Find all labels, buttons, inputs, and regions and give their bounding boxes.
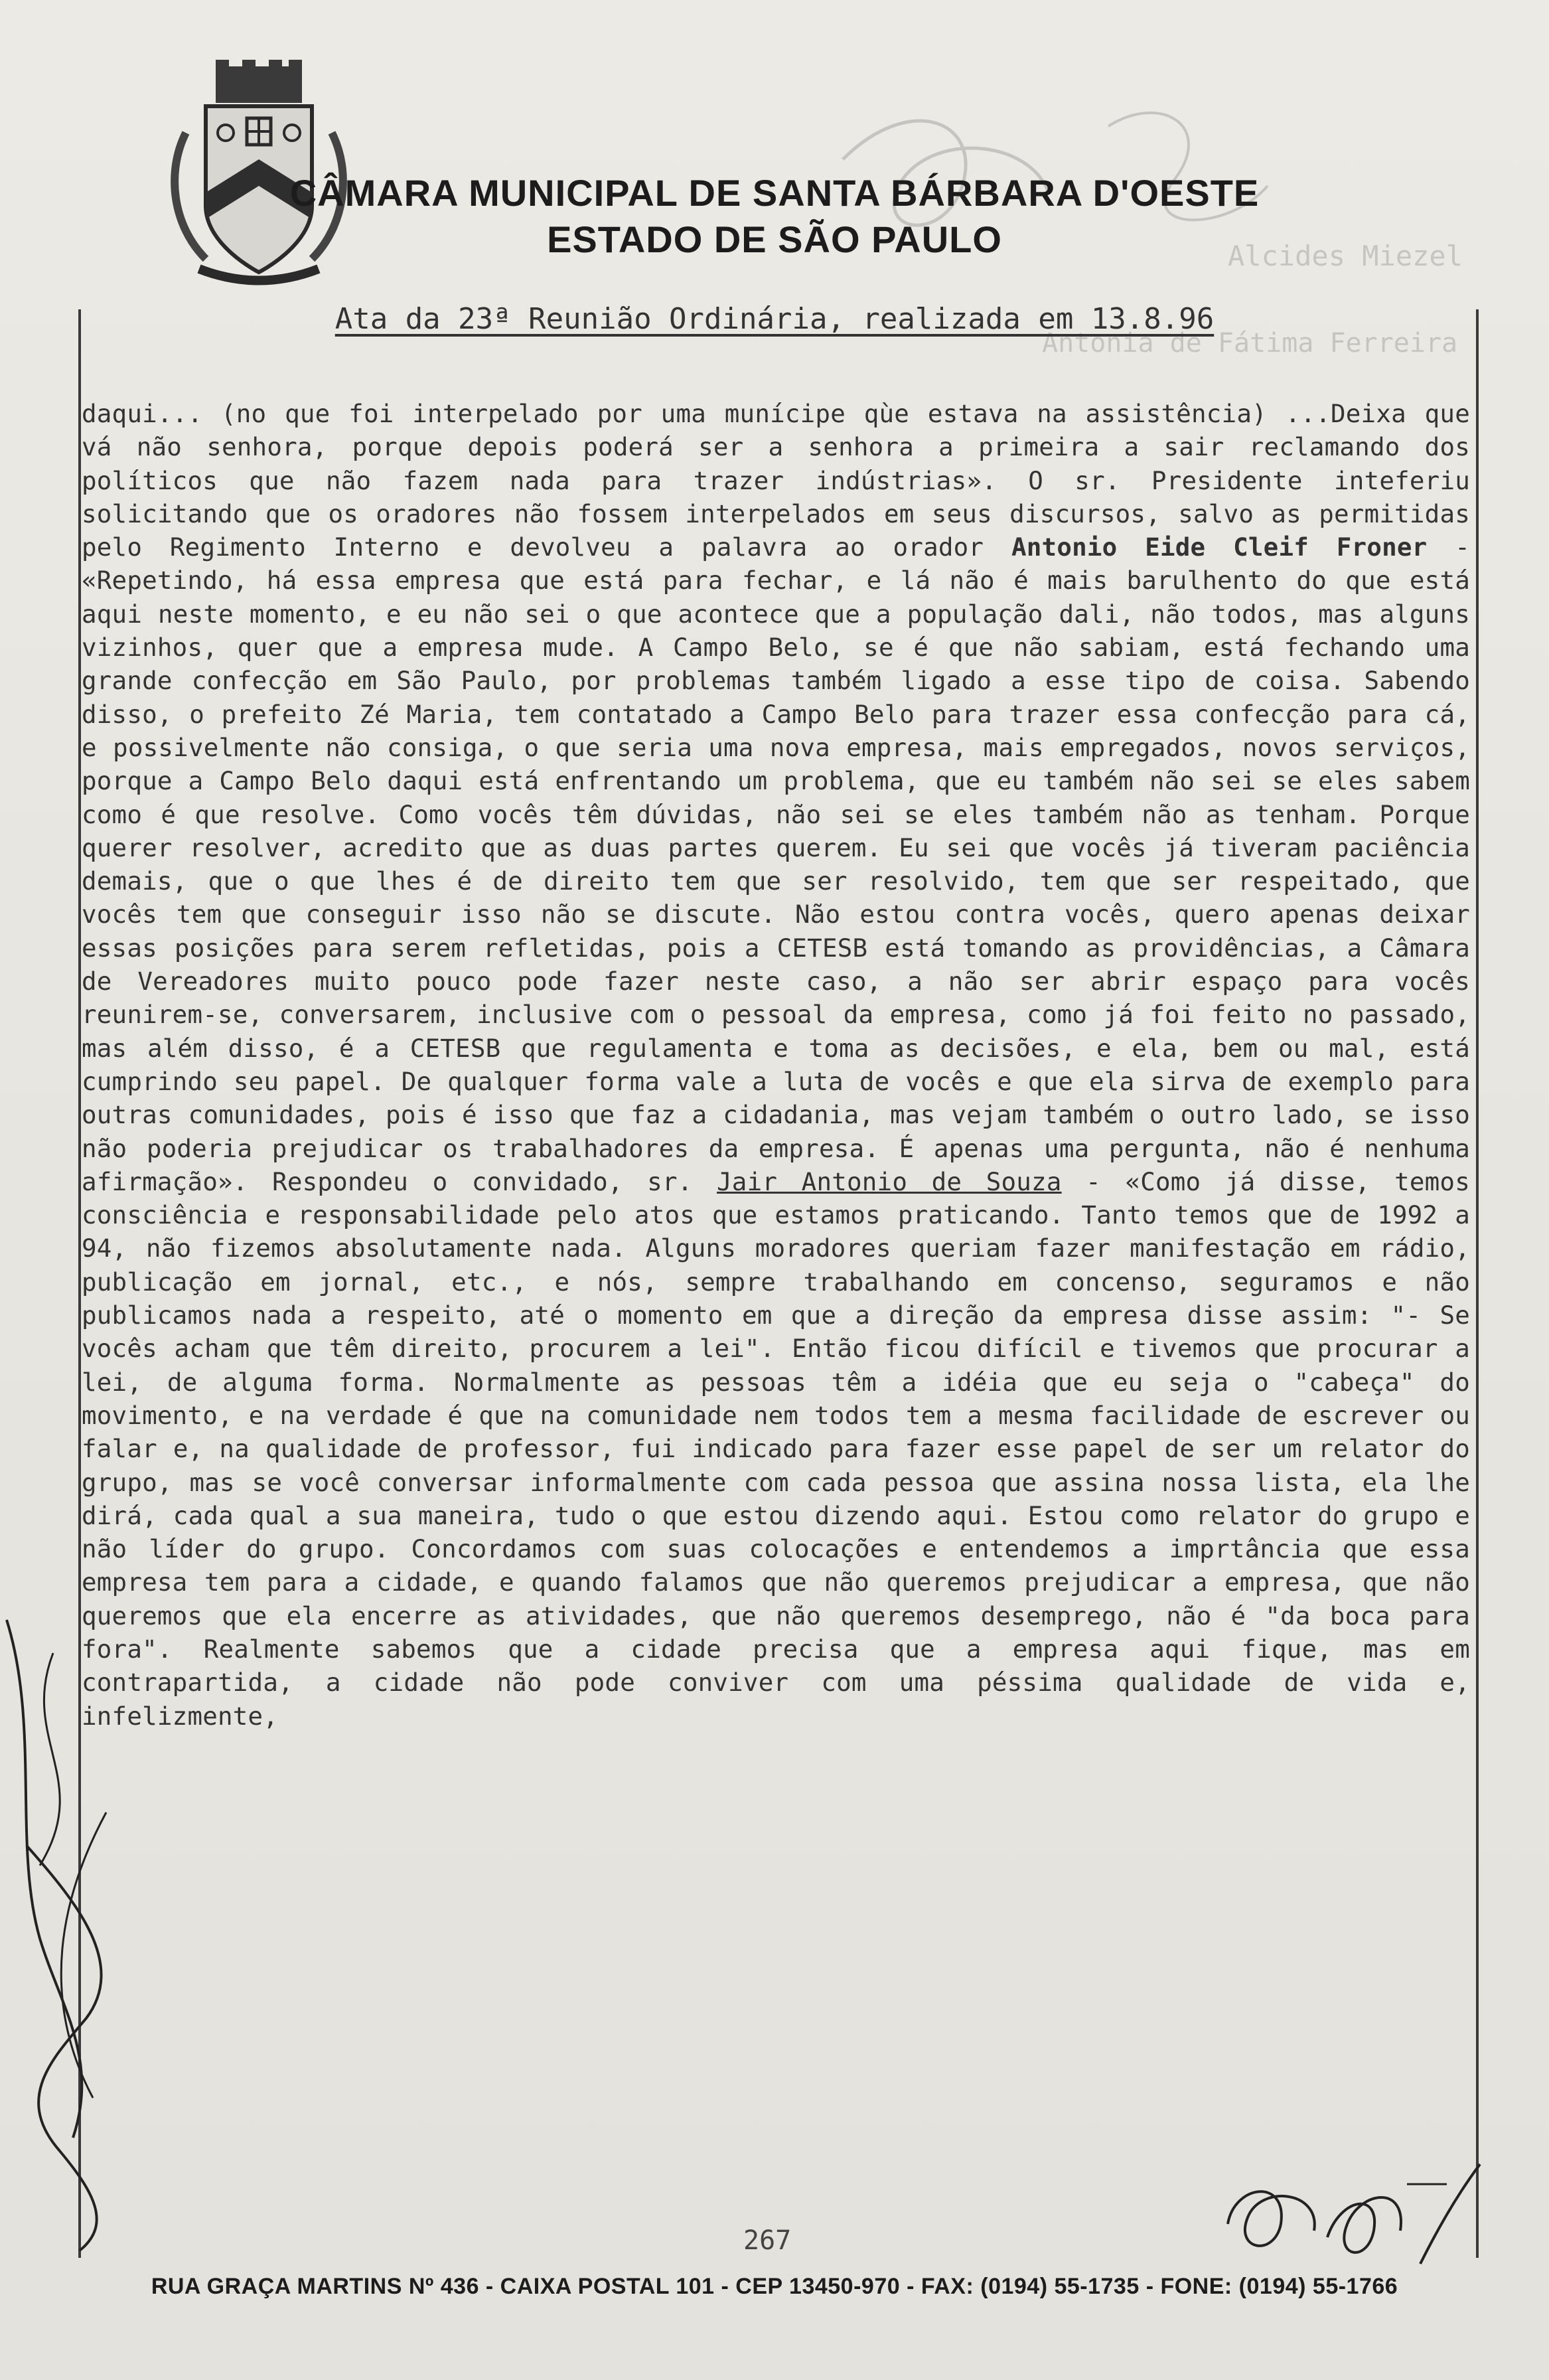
- state-name-heading: ESTADO DE SÃO PAULO: [547, 218, 1002, 260]
- minutes-paragraph: - «Repetindo, há essa empresa que está para fechar, e lá não é mais barulhento do que está aqui neste momento, e eu não sei o que acontece que a população dali, não todos, mas alguns vizinhos, quer que a empresa mude. A Campo Belo, se é que não sabiam, está fechando uma grande confecção em São Paulo, por problemas também ligado a esse tipo de coisa. Sabendo disso, o prefeito Zé Maria, tem contatado a Campo Belo para trazer essa confecção para cá, e possivelmente não consiga, o que seria uma nova empresa, mais empregados, novos serviços, porque a Campo Belo daqui está enfrentando um problema, que eu também não sei se eles sabem como é que resolve. Como vocês têm dúvidas, não sei se eles também não as tenham. Porque querer resolver, acredito que as duas partes querem. Eu sei que vocês já tiveram paciência demais, que o que lhes é de direito tem que ser resolvido, tem que ser respeitado, que vocês tem que conseguir isso não se discute. Não estou contra vocês, quero apenas deixar essas posições para serem refletidas, pois a CETESB está tomando as providências, a Câmara de Vereadores muito pouco pode fazer neste caso, a não ser abrir espaço para vocês reunirem-se, conversarem, inclusive com o pessoal da empresa, como já foi feito no passado, mas além disso, é a CETESB que regulamenta e toma as decisões, e ela, bem ou mal, está cumprindo seu papel. De qualquer forma vale a luta de vocês e que ela sirva de exemplo para outras comunidades, pois é isso que faz a cidadania, mas vejam também o outro lado, se isso não poderia prejudicar os trabalhadores da empresa. É apenas uma pergunta, não é nenhuma afirmação». Respondeu o convidado, sr.: [82, 532, 1485, 1196]
- guest-speaker-name: Jair Antonio de Souza: [717, 1166, 1062, 1196]
- minutes-title: Ata da 23ª Reunião Ordinária, realizada em 13.8.96: [334, 302, 1215, 336]
- speaker-name: Antonio Eide Cleif Froner: [1011, 532, 1428, 562]
- svg-text:Antonia de Fátima Ferreira: Antonia de Fátima Ferreira: [1042, 328, 1458, 358]
- minutes-body: [82, 397, 1485, 1733]
- handwritten-signature-bottom: [1208, 2144, 1487, 2277]
- handwritten-signature-left-margin: [0, 1593, 133, 2257]
- chamber-name-heading: CÂMARA MUNICIPAL DE SANTA BÁRBARA D'OESTE: [289, 172, 1260, 214]
- minutes-paragraph: daqui... (no que foi interpelado por uma munícipe qùe estava na assistência) ...Deixa que vá não senhora, porque depois poderá ser a senhora a primeira a sair reclamando dos políticos que não fazem nada para trazer indústrias». O sr. Presidente inteferiu solicitando que os oradores não fossem interpelados em seus discursos, salvo as permitidas pelo Regimento Interno e devolveu a palavra ao orador: [82, 399, 1485, 562]
- page-number: 267: [743, 2225, 792, 2256]
- minutes-paragraph: - «Como já disse, temos consciência e responsabilidade pelo atos que estamos praticando. Tanto temos que de 1992 a 94, não fizemos absolutamente nada. Alguns moradores queriam fazer manifestação em rádio, publicação em jornal, etc., e nós, sempre trabalhando em concenso, seguramos e não publicamos nada a respeito, até o momento em que a direção da empresa disse assim: "- Se vocês acham que têm direito, procurem a lei". Então ficou difícil e tivemos que procurar a lei, de alguma forma. Normalmente as pessoas têm a idéia que eu seja o "cabeça" do movimento, e na verdade é que na comunidade nem todos tem a mesma facilidade de escrever ou falar e, na qualidade de professor, fui indicado para fazer esse papel de ser um relator do grupo, mas se você conversar informalmente com cada pessoa que assina nossa lista, ela lhe dirá, cada qual a sua maneira, tudo o que estou dizendo aqui. Estou como relator do grupo e não líder do grupo. Concordamos com suas colocações e entendemos a imprtância que essa empresa tem para a cidade, e quando falamos que não queremos prejudicar a empresa, que não queremos que ela encerre as atividades, que não queremos desemprego, não é "da boca para fora". Realmente sabemos que a cidade precisa que a empresa aqui fique, mas em contrapartida, a cidade não pode conviver com uma péssima qualidade de vida e, infelizmente,: [82, 1166, 1485, 1731]
- letterhead-footer-address: RUA GRAÇA MARTINS Nº 436 - CAIXA POSTAL 101 - CEP 13450-970 - FAX: (0194) 55-1735 - FONE: (0194) 55-1766: [151, 2274, 1398, 2299]
- svg-text:Alcides Miezel: Alcides Miezel: [1228, 240, 1463, 272]
